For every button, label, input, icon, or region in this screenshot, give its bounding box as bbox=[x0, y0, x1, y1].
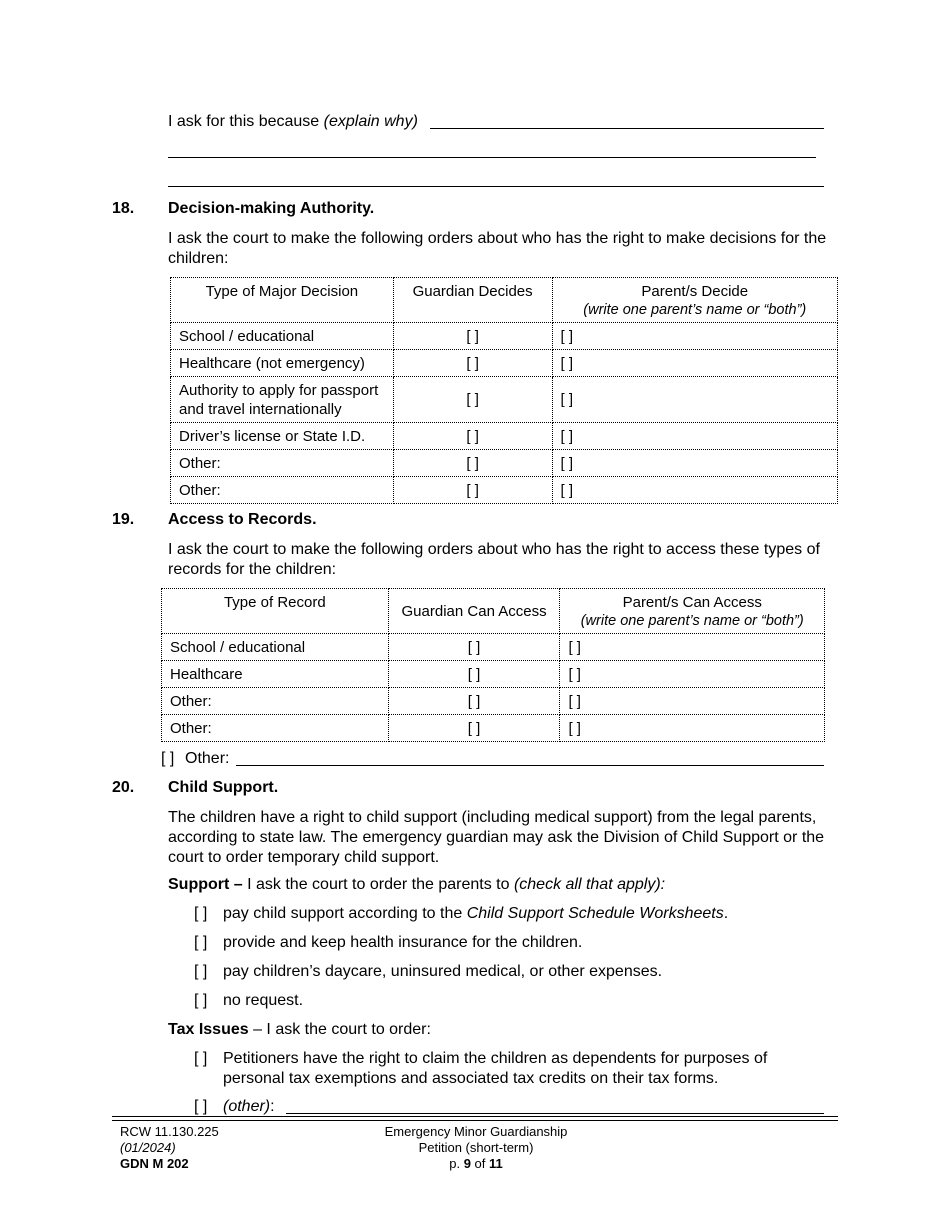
table-row bbox=[162, 634, 825, 661]
support-option bbox=[194, 904, 728, 924]
header-guardian-decides: Guardian Decides bbox=[393, 278, 552, 323]
tax-option-dependents bbox=[194, 1049, 834, 1089]
section-18-title: Decision-making Authority. bbox=[168, 200, 375, 217]
support-option-text: pay children’s daycare, uninsured medical, or other expenses. bbox=[223, 963, 663, 980]
parents-checkbox[interactable]: [ ] bbox=[552, 477, 837, 504]
parents-checkbox[interactable]: [ ] bbox=[552, 423, 837, 450]
support-option-text: no request. bbox=[223, 992, 304, 1009]
record-label: School / educational bbox=[162, 634, 389, 661]
support-option-suffix: . bbox=[723, 905, 729, 922]
section-18-number: 18. bbox=[112, 200, 135, 217]
parents-checkbox[interactable]: [ ] bbox=[560, 634, 825, 661]
header-parents-decide bbox=[552, 278, 837, 323]
footer-page-number bbox=[326, 1156, 626, 1172]
support-checkbox[interactable]: [ ] bbox=[194, 905, 208, 922]
record-label: Other: bbox=[162, 715, 389, 742]
support-hint: (check all that apply): bbox=[513, 876, 666, 893]
table-row bbox=[162, 688, 825, 715]
guardian-checkbox[interactable]: [ ] bbox=[393, 323, 552, 350]
guardian-checkbox[interactable]: [ ] bbox=[393, 377, 552, 423]
footer-title-line-1: Emergency Minor Guardianship bbox=[384, 1124, 568, 1139]
tax-text: – I ask the court to order: bbox=[248, 1021, 431, 1038]
record-label: Other: bbox=[162, 688, 389, 715]
decision-label: Other: bbox=[171, 477, 394, 504]
decision-label: School / educational bbox=[171, 323, 394, 350]
reason-line-1[interactable] bbox=[430, 128, 824, 129]
records-other-label: Other: bbox=[185, 750, 230, 767]
guardian-checkbox[interactable]: [ ] bbox=[393, 450, 552, 477]
decision-label bbox=[171, 377, 394, 423]
records-other bbox=[161, 749, 229, 769]
decision-label-line-2: and travel internationally bbox=[179, 400, 342, 418]
footer-page: 9 bbox=[463, 1156, 471, 1171]
tax-other-line[interactable] bbox=[286, 1113, 824, 1114]
guardian-checkbox[interactable]: [ ] bbox=[388, 634, 560, 661]
section-20-title: Child Support. bbox=[168, 779, 279, 796]
tax-checkbox[interactable]: [ ] bbox=[194, 1050, 208, 1067]
section-19-title: Access to Records. bbox=[168, 511, 317, 528]
support-option-text: provide and keep health insurance for the children. bbox=[223, 934, 583, 951]
parents-checkbox[interactable]: [ ] bbox=[552, 323, 837, 350]
table-row bbox=[171, 477, 838, 504]
tax-other-label: (other) bbox=[223, 1098, 271, 1115]
footer-page-prefix: p. bbox=[449, 1156, 464, 1171]
table-row bbox=[171, 323, 838, 350]
support-checkbox[interactable]: [ ] bbox=[194, 992, 208, 1009]
table-row bbox=[162, 661, 825, 688]
tax-prompt bbox=[168, 1020, 431, 1040]
header-parents-access-label: Parent/s Can Access bbox=[622, 594, 762, 611]
support-checkbox[interactable]: [ ] bbox=[194, 963, 208, 980]
footer-left bbox=[120, 1124, 219, 1172]
header-parents-access-note: (write one parent’s name or “both”) bbox=[580, 613, 804, 629]
footer-statute: RCW 11.130.225 bbox=[120, 1124, 219, 1139]
guardian-checkbox[interactable]: [ ] bbox=[393, 477, 552, 504]
reason-prefix: I ask for this because bbox=[168, 113, 324, 130]
tax-other-colon: : bbox=[270, 1098, 275, 1115]
footer-page-mid: of bbox=[470, 1156, 490, 1171]
support-prompt bbox=[168, 875, 665, 895]
footer-date: (01/2024) bbox=[120, 1140, 176, 1155]
footer-center bbox=[326, 1124, 626, 1172]
footer-pages: 11 bbox=[489, 1156, 503, 1171]
footer-title-line-2: Petition (short-term) bbox=[418, 1140, 534, 1155]
guardian-checkbox[interactable]: [ ] bbox=[388, 715, 560, 742]
header-decision-type: Type of Major Decision bbox=[171, 278, 394, 323]
reason-line-2[interactable] bbox=[168, 157, 816, 158]
footer-rule bbox=[112, 1116, 838, 1121]
parents-checkbox[interactable]: [ ] bbox=[560, 688, 825, 715]
reason-prompt bbox=[168, 112, 418, 132]
header-record-type: Type of Record bbox=[162, 589, 389, 634]
reason-line-3[interactable] bbox=[168, 186, 824, 187]
decision-label: Other: bbox=[171, 450, 394, 477]
support-checkbox[interactable]: [ ] bbox=[194, 934, 208, 951]
decision-label-line-1: Authority to apply for passport bbox=[179, 381, 379, 399]
support-option-italic: Child Support Schedule Worksheets bbox=[466, 905, 724, 922]
parents-checkbox[interactable]: [ ] bbox=[560, 715, 825, 742]
header-guardian-access: Guardian Can Access bbox=[388, 589, 560, 634]
tax-other-checkbox[interactable]: [ ] bbox=[194, 1098, 208, 1115]
section-18-intro: I ask the court to make the following orders about who has the right to make decisions for the children: bbox=[168, 230, 827, 267]
tax-option-line-1: Petitioners have the right to claim the children as dependents for purposes of bbox=[223, 1050, 768, 1067]
support-option-text: pay child support according to the bbox=[223, 905, 467, 922]
table-row bbox=[162, 715, 825, 742]
parents-checkbox[interactable]: [ ] bbox=[552, 450, 837, 477]
table-row bbox=[171, 350, 838, 377]
footer-form-number: GDN M 202 bbox=[120, 1156, 189, 1171]
tax-label: Tax Issues bbox=[168, 1021, 249, 1038]
records-other-line[interactable] bbox=[236, 765, 824, 766]
parents-checkbox[interactable]: [ ] bbox=[560, 661, 825, 688]
support-option bbox=[194, 933, 582, 953]
decision-label: Driver’s license or State I.D. bbox=[171, 423, 394, 450]
section-20-intro: The children have a right to child support (including medical support) from the legal parents, according to state law. The emergency guardian may ask the Division of Child Support or the court to order temporary child support. bbox=[168, 809, 825, 866]
guardian-checkbox[interactable]: [ ] bbox=[388, 661, 560, 688]
decision-table bbox=[170, 277, 838, 504]
records-table bbox=[161, 588, 825, 742]
section-19-intro: I ask the court to make the following orders about who has the right to access these types of records for the children: bbox=[168, 541, 820, 578]
table-row bbox=[171, 423, 838, 450]
parents-checkbox[interactable]: [ ] bbox=[552, 377, 837, 423]
support-label: Support – bbox=[168, 876, 243, 893]
tax-option-other bbox=[194, 1097, 275, 1117]
reason-hint: (explain why) bbox=[323, 113, 418, 130]
section-19-number: 19. bbox=[112, 511, 135, 528]
records-table-header bbox=[162, 589, 825, 634]
table-row bbox=[171, 450, 838, 477]
decision-label: Healthcare (not emergency) bbox=[171, 350, 394, 377]
header-parents-label: Parent/s Decide bbox=[641, 283, 749, 300]
records-other-checkbox[interactable]: [ ] bbox=[161, 750, 175, 767]
support-option bbox=[194, 962, 662, 982]
support-text: I ask the court to order the parents to bbox=[242, 876, 514, 893]
guardian-checkbox[interactable]: [ ] bbox=[393, 350, 552, 377]
support-option bbox=[194, 991, 303, 1011]
section-20-number: 20. bbox=[112, 779, 135, 796]
table-row bbox=[171, 377, 838, 423]
guardian-checkbox[interactable]: [ ] bbox=[393, 423, 552, 450]
tax-option-line-2: personal tax exemptions and associated tax credits on their tax forms. bbox=[223, 1070, 719, 1087]
guardian-checkbox[interactable]: [ ] bbox=[388, 688, 560, 715]
decision-table-header bbox=[171, 278, 838, 323]
record-label: Healthcare bbox=[162, 661, 389, 688]
header-parents-note: (write one parent’s name or “both”) bbox=[583, 302, 807, 318]
header-parents-access bbox=[560, 589, 825, 634]
parents-checkbox[interactable]: [ ] bbox=[552, 350, 837, 377]
